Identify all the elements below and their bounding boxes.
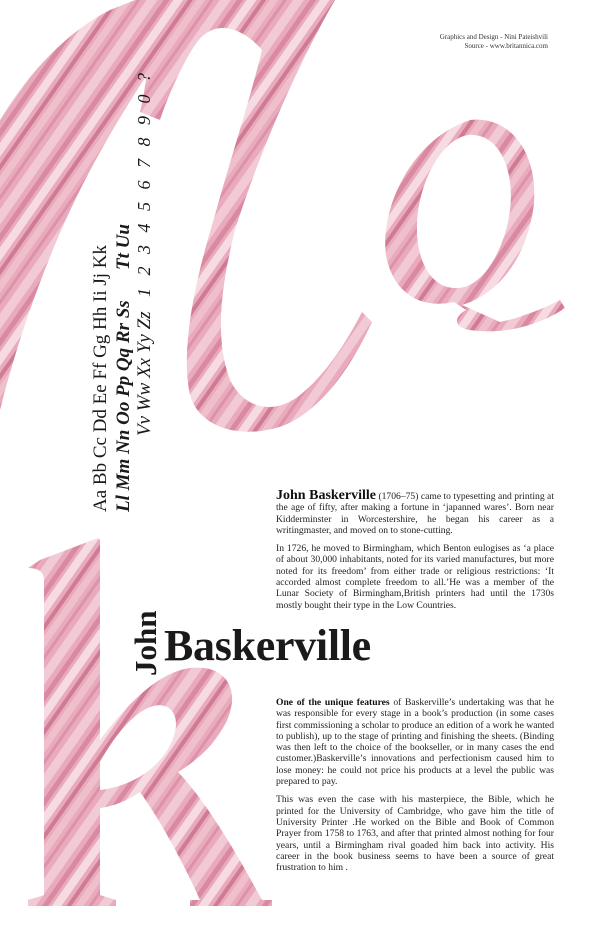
numerals-row-italic: 1 2 3 4 5 6 7 8 9 0 ? [134,69,154,297]
bio-paragraph-1-text: (1706–75) came to typesetting and printing at the age of fifty, after making a fortune in ‘japanned wares’. Born near Kidderminster in Worcestershire, he began his career as a writingmaster, and moved on to stone-cutting. [276,491,554,536]
features-paragraph [276,697,554,787]
bio-column-top [276,490,554,618]
features-lead: One of the unique features [276,697,390,708]
title-last-name: Baskerville [164,621,371,670]
alphabet-row-italic: Vv Ww Xx Yy Zz [134,311,155,436]
bio-paragraph-1 [276,490,554,536]
alphabet-row-regular: Aa Bb Cc Dd Ee Ff Gg Hh Ii Jj Kk [90,244,111,512]
bible-paragraph: This was even the case with his masterpiece, the Bible, which he printed for the University of Cambridge, who gave him the title of University Printer .He worked on the Bible and Book of Common Prayer from 1758 to 1763, and after that printed almost nothing for four years, until a Birmingham rival goaded him back into activity. His career in the book business seems to have been a source of great frustration to him . [276,794,554,874]
features-paragraph-text: of Baskerville’s undertaking was that he was responsible for every stage in a book’s production (in some cases first commissioning a scholar to produce an edition of a work he wanted to publish), up to the stage of printing and finishing the sheets. (Binding was then left to the choice of the bookseller, or in many cases the end customer.)Baskerville’s innovations and perfectionism caused him to lose money: he could not price his products at a level the public was prepared to pay. [276,697,554,788]
title-first-name: John [128,610,163,676]
credits-source: Source - www.britannica.com [464,42,548,50]
credits-design: Graphics and Design - Nini Pateishvili [439,33,548,41]
bio-column-bottom [276,697,554,880]
bio-name: John Baskerville [276,488,376,503]
bio-paragraph-2: In 1726, he moved to Birmingham, which Benton eulogises as ‘a place of about 30,000 inhabitants, noted for its varied manufactures, but more noted for its freedom’ from either trade or religious restrictions: ‘It accorded almost complete freedom to all.’He was a member of the Lunar Society of Birmingham,British printers had until the 1730s mostly bought their type in the Low Countries. [276,543,554,611]
alphabet-row-bold-italic-end: Tt Uu [113,224,134,270]
alphabet-row-bold-italic: Ll Mm Nn Oo Pp Qq Rr Ss [113,300,134,512]
